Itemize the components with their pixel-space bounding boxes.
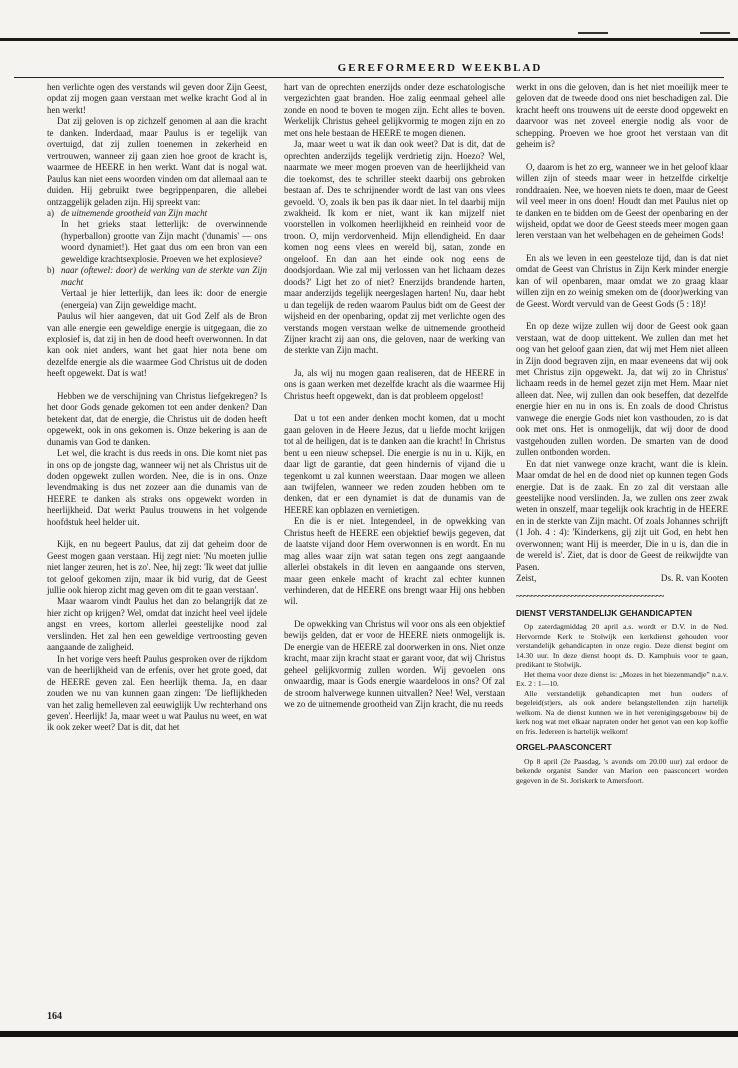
list-item-body: Vertaal je hier letterlijk, dan lees ik: door de energie (energeia) van Zijn geweldige macht.: [61, 288, 267, 310]
paragraph: Maar waarom vindt Paulus het dan zo belangrijk dat ze hier zicht op krijgen? Wel, omdat dat inzicht heel veel ijdele angst en vrees, kortom allerlei geestelijke nood zal verslinden. Het zal hen een geweldige vertroosting geven aangaande de zaligheid.: [47, 596, 267, 653]
signature: [516, 573, 728, 584]
list-item-a: [47, 208, 267, 265]
paragraph: En die is er niet. Integendeel, in de opwekking van Christus heeft de HEERE een objektief bewijs gegeven, dat de laatste vijand door Hem overwonnen is en wordt. En nu mag alles waar zijn wat satan tegen ons zegt aangaande allerlei obstakels in dit leven en aangaande ons sterven, maar geen enkele macht of kracht zal echter kunnen verhinderen, dat de HEERE ons brengt waar Hij ons hebben wil.: [284, 516, 505, 607]
paragraph: O, daarom is het zo erg, wanneer we in het geloof klaar willen zijn of steeds maar weer in hetzelfde cirkeltje ronddraaien. Nee, we hoeven niets te doen, maar de Geest wil veel meer in ons doen! Houdt dan met Paulus niet op te danken en te bidden om de Geest der openbaring en der wijsheid, opdat we door de Geest steeds meer mogen gaan leren verstaan van het welbehagen en de geheimen Gods!: [516, 161, 728, 241]
announcement-title: ORGEL-PAASCONCERT: [516, 742, 612, 753]
signature-place: Zeist,: [516, 573, 537, 584]
list-item-body: In het grieks staat letterlijk: de overwinnende (hyperballon) grootte van Zijn macht ('dunamis' — ons woord dynamiet!). Het gaat dus om een bron van een geweldige krachtsexplosie. Proeven we het explosieve?: [61, 219, 267, 264]
paragraph: En als we leven in een geesteloze tijd, dan is dat niet omdat de Geest van Christus in Zijn Kerk minder energie kan of wil openbaren, maar omdat we zo graag klaar willen zijn en zo weinig smeken om de (door)werking van de Geest. Wordt vervuld van de Geest Gods (5 : 18)!: [516, 252, 728, 309]
announcement-title: DIENST VERSTANDELIJK GEHANDICAPTEN: [516, 608, 692, 619]
announcement-body: [516, 622, 728, 736]
print-mark: [578, 32, 608, 34]
paragraph: hart van de oprechten enerzijds onder deze eschatologische vergezichten gaat branden. Hoe zalig eenmaal geheel alle zonde en nood te boven te mogen zijn. Echt alles te boven. Werkelijk Christus geheel gelijkvormig te mogen zijn en zo met ons hele bestaan de HEERE te mogen dienen.: [284, 82, 505, 138]
paragraph: Dat u tot een ander denken mocht komen, dat u mocht gaan geloven in de Heere Jezus, dat u liefde mocht krijgen tot al de heiligen, dat is te danken aan die kracht! In Christus bent u een nieuw schepsel. Die energie is nu in u. Kijk, en daar ligt de garantie, dat geen hindernis of vijand die u tegenkomt u zal kunnen weerstaan. Daar mogen we alleen aan twijfelen, wanneer we reden zouden hebben om te denken, dat er een dynamiet is dat de dunamis van de HEERE kan opblazen en vernietigen.: [284, 413, 505, 515]
paragraph: Hebben we de verschijning van Christus liefgekregen? Is het door Gods genade gekomen tot een ander denken? Dan betekent dat, dat de energie, die Christus uit de doden heeft opgewekt, ook in ons gekomen is. Onze bekering is aan de dunamis van God te danken.: [47, 390, 267, 447]
list-marker: b): [47, 265, 55, 276]
paragraph: Op 8 april (2e Paasdag, 's avonds om 20.00 uur) zal erdoor de bekende organist Sander van Marion een paasconcert worden gegeven in de St. Joriskerk te Amersfoort.: [516, 756, 728, 785]
paragraph: Op zaterdagmiddag 20 april a.s. wordt er D.V. in de Ned. Hervormde Kerk te Stolwijk een kerkdienst gehouden voor verstandelijk gehandicapten in onze regio. Deze dienst begint om 14.30 uur. In deze dienst hoopt ds. D. Kamphuis voor te gaan, predikant te Stolwijk.: [516, 622, 728, 670]
paragraph: Ja, maar weet u wat ik dan ook weet? Dat is dit, dat de oprechten anderzijds tegelijk verdrietig zijn. Hoezo? Wel, naarmate we meer mogen proeven van de heerlijkheid van die toekomst, des te schriller steekt daarbij ons gebroken bestaan af. Des te schrijnender wordt de last van ons vlees gevoeld. 'O, zoals ik ben pas ik daar niet. In tel daarbij mijn zwakheid. Ik kom er niet, want ik kan mijzelf niet voorstellen in volkomen heerlijkheid en reinheid voor de troon. O, mijn verdorvenheid. Mijn ellendigheid. En daar komen nog eens vlees en wereld bij, satan, zonde en ongeloof. En dan aan het einde ook nog eens de doodsjordaan. Wie zal mij verlossen van het lichaam dezes doods?' Ligt het zo of niet? Enerzijds brandende harten, maar anderzijds tegelijk neergeslagen harten! Nu, daar hebt u dan tegelijk de reden waarom Paulus bidt om de Geest der wijsheid en der openbaring, opdat zij met verlichte ogen des verstands mogen verstaan welke de uitnemende grootheid Zijner kracht zij aan ons, die geloven, naar de werking van de sterkte van Zijn macht.: [284, 139, 505, 356]
paragraph: Alle verstandelijk gehandicapten met hun ouders of begeleid(st)ers, als ook andere belangstellenden zijn hartelijk welkom. Na de dienst kunnen we in het verenigingsgebouw bij de kerk nog wat met elkaar napraten onder het genot van een kop koffie en fris. Iedereen is hartelijk welkom!: [516, 688, 728, 736]
column-3: [516, 82, 728, 785]
paragraph: Kijk, en nu begeert Paulus, dat zij dat geheim door de Geest mogen gaan verstaan. Hij zegt niet: 'Nu moeten jullie niet langer zeuren, het is zo'. Nee, hij zegt: 'Ik weet dat jullie tot geloof gekomen zijn, maar ik bid vurig, dat de Geest jullie ook hierop zicht mag geven om dit te gaan verstaan'.: [47, 539, 267, 596]
paragraph: werkt in ons die geloven, dan is het niet moeilijk meer te geloven dat de tweede dood ons niet beschadigen zal. Die kracht heeft ons trouwens uit de eerste dood opgewekt en daarvoor was net zoveel energie nodig als voor de schepping. Proeven we hoe groot het verstaan van dit geheim is?: [516, 82, 728, 150]
paragraph: Het thema voor deze dienst is: „Mozes in het biezenmandje” n.a.v. Ex. 2 : 1—10.: [516, 669, 728, 689]
print-mark: [700, 32, 730, 34]
running-header: GEREFORMEERD WEEKBLAD: [337, 62, 543, 74]
column-2: [284, 82, 505, 711]
announcement-body: [516, 757, 728, 786]
paragraph: Ja, als wij nu mogen gaan realiseren, dat de HEERE in ons is gaan werken met dezelfde kracht als die waarmee Hij Christus heeft opgewekt, dan is dat probleem opgelost!: [284, 367, 505, 401]
paragraph: hen verlichte ogen des verstands wil geven door Zijn Geest, opdat zij mogen gaan verstaan met welke kracht God al in hen werkt!: [47, 82, 267, 115]
paragraph: De opwekking van Christus wil voor ons als een objektief bewijs gelden, dat er voor de HEERE niets onmogelijk is. De energie van de HEERE zal doorwerken in ons. Niet onze kracht, maar zijn kracht staat er garant voor, dat wij Christus geheel gelijkvormig zullen worden. Wij gevoelen ons onwaardig, maar is Gods energie waardeloos in ons? Of zal de stroom halverwege kunnen uitvallen? Nee! Wel, verstaan we zo de uitnemende grootheid van Zijn kracht, die nu reeds: [284, 618, 505, 710]
wave-divider: ~~~~~~~~~~~~~~~~~~~~~~~~~~~~~~~~~~~~~~~~: [516, 590, 664, 601]
list-item-title: naar (oftewel: door) de werking van de sterkte van Zijn macht: [61, 265, 267, 287]
column-1: [47, 82, 267, 734]
paragraph: En dat niet vanwege onze kracht, want die is klein. Maar omdat de hel en de dood niet op kunnen tegen Gods energie. Dat is de zaak. En zo zal dit verstaan alle geestelijke nood verslinden. Ja, we zullen ons zeer zwak weten in onszelf, maar tegelijk ook krachtig in de HEERE en in de sterkte van Zijn macht. Of zoals Johannes schrijft (1 Joh. 4 : 4): 'Kinderkens, gij zijt uit God, en hebt hen overwonnen; want Hij is meerder, Die in u is, dan die in de wereld is'. Ziet, dat is door de Geest de reikwijdte van Pasen.: [516, 458, 728, 572]
paragraph: Paulus wil hier aangeven, dat uit God Zelf als de Bron van alle energie een geweldige energie is uitgegaan, die zo explosief is, dat zij in hen de dood heeft overwonnen. In dat kan ook niet anders, want het gaat hier nota bene om dezelfde energie als die waarmee God Christus uit de doden heeft opgewekt. Dat is wat!: [47, 311, 267, 379]
list-item-b: [47, 265, 267, 311]
paragraph: Dat zij geloven is op zichzelf genomen al aan die kracht te danken. Inderdaad, maar Paulus is er tegelijk van overtuigd, dat zij zullen toenemen in zekerheid en vertrouwen, wanneer zij gaan zien hoe groot de kracht is, waarmee de HEERE in hen werkt. Want dat is nogal wat. Paulus kan niet eens woorden vinden om dat allemaal aan te duiden. Hij gebruikt twee begrippenparen, die allebei ontzaggelijk geladen zijn. Hij spreekt van:: [47, 116, 267, 207]
page-number: 164: [47, 1011, 62, 1022]
signature-author: Ds. R. van Kooten: [660, 573, 728, 584]
paragraph: In het vorige vers heeft Paulus gesproken over de rijkdom van de heerlijkheid van de erfenis, over het grote goed, dat de HEERE geven zal. Een heerlijk thema. Ja, en daar zouden we nu van kunnen gaan zingen: 'De lieflijkheden van het zalig hemelleven zal eeuwiglijk Uw rechterhand ons geven'. Heerlijk! Ja, maar weet u wat Paulus nu weet, en wat ik ook zeker weet? Dat is dit, dat het: [47, 653, 267, 733]
top-rule: [0, 38, 738, 41]
header-rule: [14, 77, 724, 78]
paragraph: Let wel, die kracht is dus reeds in ons. Die komt niet pas in ons op de jongste dag, wanneer wij net als Christus uit de doden opgewekt zullen worden. Nee, die is in ons. Onze levendmaking is dus net zozeer aan die dunamis van de HEERE te danken als straks ons opgewekt worden in heerlijkheid. Dat werkt Paulus trouwens in het volgende hoofdstuk heel helder uit.: [47, 448, 267, 527]
list-item-title: de uitnemende grootheid van Zijn macht: [61, 207, 208, 218]
list-marker: a): [47, 207, 55, 218]
bottom-rule: [0, 1031, 738, 1037]
paragraph: En op deze wijze zullen wij door de Geest ook gaan verstaan, wat de doop uittekent. We zullen dan met het oog van het geloof gaan zien, dat wij met Hem niet alleen in Zijn dood begraven zijn, en maar eveneens dat wij ook met Christus zijn opgewekt. Ja, dat wij zo in Christus' lichaam reeds in de hemel gezet zijn met Hem. Maar niet alleen dat. Nee, wij zullen dan ook beseffen, dat dezelfde energie hier en nu in ons is. En zoals de dood Christus vanwege die energie Gods niet kon vasthouden, zo is dat ook met ons. Het is onmogelijk, dat wij door de dood vastgehouden zullen worden. De smarten van de dood zullen ontbonden worden.: [516, 321, 728, 458]
